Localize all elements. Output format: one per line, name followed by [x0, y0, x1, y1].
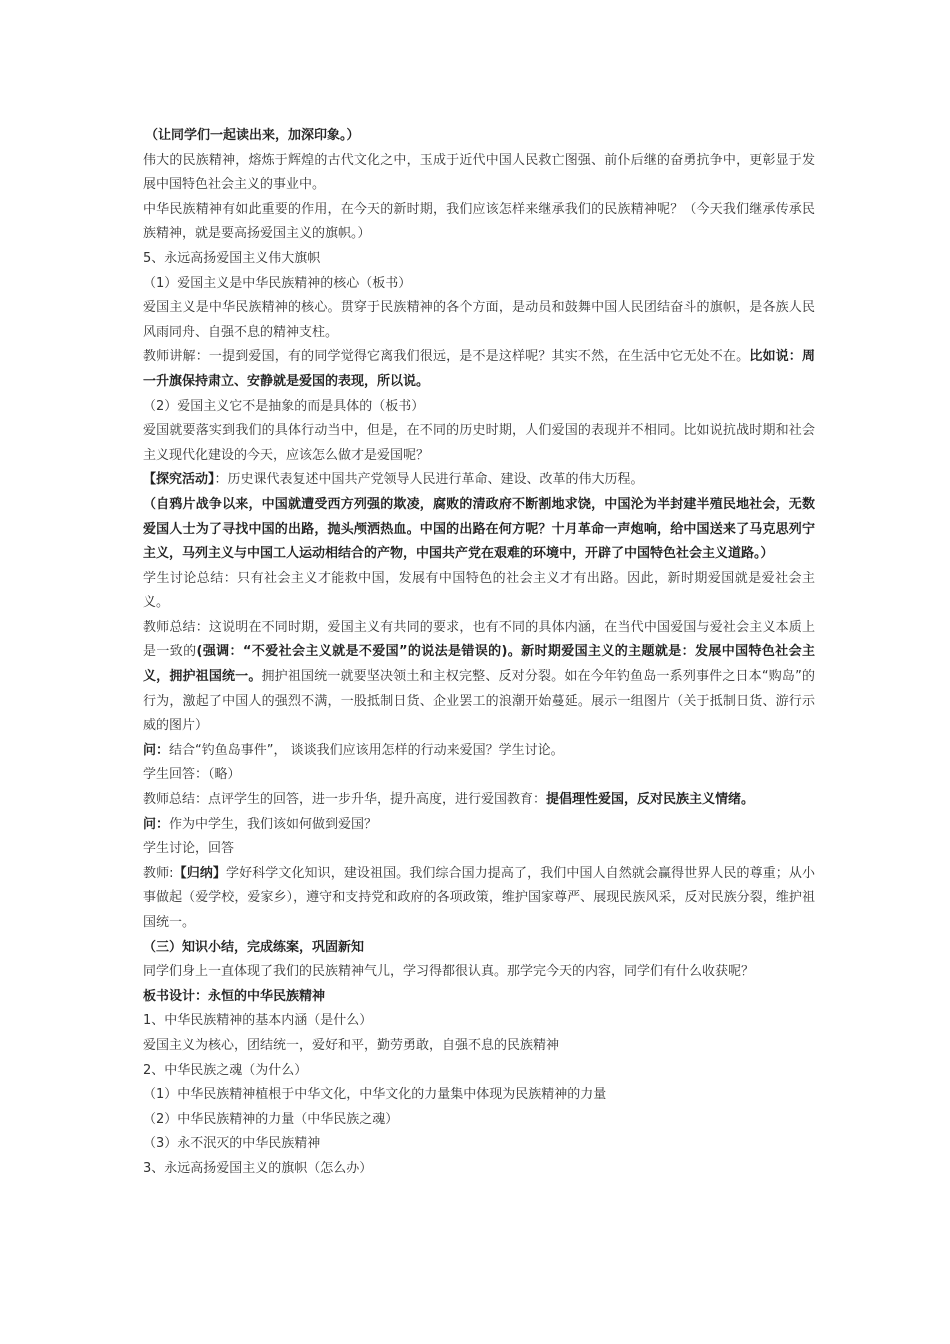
inquiry-activity-label: 【探究活动】	[143, 472, 215, 488]
paragraph-great-spirit: 伟大的民族精神，熔炼于辉煌的古代文化之中，玉成于近代中国人民救亡图强、前仆后继的奋勇抗争中，更彰显于发展中国特色社会主义的事业中。	[143, 152, 815, 193]
conclusion-label: 【归纳】	[173, 865, 227, 881]
paragraph-teacher-summary	[143, 616, 815, 739]
paragraph-harvest-question: 同学们身上一直体现了我们的民族精神气儿，学习得都很认真。那学完今天的内容，同学们有什么收获呢？	[143, 964, 755, 980]
inquiry-activity-text: ：历史课代表复述中国共产党领导人民进行革命、建设、改革的伟大历程。	[214, 472, 644, 488]
board-item-2-2: （2）中华民族精神的力量（中华民族之魂）	[143, 1111, 399, 1127]
paragraph-inquiry-activity	[143, 468, 815, 493]
section-heading-5: 5、永远高扬爱国主义伟大旗帜	[143, 250, 321, 266]
paragraph-history-summary: （自鸦片战争以来，中国就遭受西方列强的欺凌，腐败的清政府不断割地求饶，中国沦为半封建半殖民地社会，无数爱国人士为了寻找中国的出路，抛头颅洒热血。中国的出路在何方呢？十月革命一声炮响，给中国送来了马克思列宁主义，马列主义与中国工人运动相结合的产物，中国共产党在艰难的环境中，开辟了中国特色社会主义道路。）	[143, 496, 815, 562]
document-body	[143, 124, 815, 1182]
paragraph-concrete-action: 爱国就要落实到我们的具体行动当中，但是，在不同的历史时期，人们爱国的表现并不相同。比如说抗战时期和社会主义现代化建设的今天，应该怎么做才是爱国呢？	[143, 423, 815, 463]
paragraph-teacher-explain	[143, 345, 815, 394]
paragraph-question-2	[143, 813, 815, 838]
paragraph-student-discussion: 学生讨论，回答	[143, 841, 235, 857]
paragraph-patriotism-core: 爱国主义是中华民族精神的核心。贯穿于民族精神的各个方面，是动员和鼓舞中国人民团结奋斗的旗帜，是各族人民风雨同舟、自强不息的精神支柱。	[143, 300, 815, 340]
board-item-1: 1、中华民族精神的基本内涵（是什么）	[143, 1013, 373, 1029]
question-text: 结合“钓鱼岛事件”， 谈谈我们应该用怎样的行动来爱国？学生讨论。	[169, 742, 564, 758]
teacher-label: 教师:	[143, 865, 174, 881]
board-item-2-3: （3）永不泯灭的中华民族精神	[143, 1136, 321, 1152]
board-item-1-detail: 爱国主义为核心，团结统一，爱好和平，勤劳勇敢，自强不息的民族精神	[143, 1037, 560, 1053]
teacher-comment-text: 教师总结：点评学生的回答，进一步升华，提升高度，进行爱国教育：	[143, 792, 547, 808]
subheading-1: （1）爱国主义是中华民族精神的核心（板书）	[143, 275, 412, 291]
teacher-summary-diaoyu: 拥护祖国统一就要坚决领土和主权完整、反对分裂。如在今年钓鱼岛一系列事件之日本“购岛”的行为，激起了中国人的强烈不满，一股抵制日货、企业罢工的浪潮开始蔓延。展示一组图片（关于抵制日货、游行示威的图片）	[143, 669, 815, 734]
board-item-2: 2、中华民族之魂（为什么）	[143, 1062, 308, 1078]
paragraph-teacher-comment	[143, 788, 815, 813]
question-label: 问：	[143, 816, 170, 832]
conclusion-text: 学好科学文化知识，建设祖国。我们综合国力提高了，我们中国人自然就会赢得世界人民的尊重；从小事做起（爱学校，爱家乡），遵守和支持党和政府的各项政策，维护国家尊严、展现民族风采，反对民族分裂，维护祖国统一。	[143, 865, 815, 930]
teacher-explain-example: 比如说：周一升旗保持肃立、安静就是爱国的表现，所以说。	[143, 349, 815, 389]
paragraph-student-summary: 学生讨论总结：只有社会主义才能救中国，发展有中国特色的社会主义才有出路。因此，新时期爱国就是爱社会主义。	[143, 570, 815, 611]
paragraph-read-aloud: （让同学们一起读出来，加深印象。）	[145, 128, 360, 143]
teacher-summary-text: 教师总结：这说明在不同时期，爱国主义有共同的要求，也有不同的具体内涵，在当代中国爱国与爱社会主义本质上是一致的	[143, 619, 815, 660]
paragraph-student-answer: 学生回答：（略）	[143, 767, 241, 783]
teacher-explain-text: 教师讲解：一提到爱国，有的同学觉得它离我们很远，是不是这样呢？其实不然，在生活中它无处不在。	[143, 349, 750, 365]
paragraph-inherit-question: 中华民族精神有如此重要的作用，在今天的新时期，我们应该怎样来继承我们的民族精神呢？（今天我们继承传承民族精神，就是要高扬爱国主义的旗帜。）	[143, 201, 815, 242]
board-design-title: 板书设计：永恒的中华民族精神	[143, 988, 326, 1004]
board-item-3: 3、永远高扬爱国主义的旗帜（怎么办）	[143, 1160, 373, 1176]
question-label: 问：	[143, 742, 170, 758]
question-text: 作为中学生，我们该如何做到爱国？	[169, 816, 378, 832]
section-heading-3: （三）知识小结，完成练案，巩固新知	[143, 939, 365, 955]
teacher-comment-emphasis: 提倡理性爱国，反对民族主义情绪。	[546, 792, 755, 808]
paragraph-question-1	[143, 739, 815, 764]
subheading-2: （2）爱国主义它不是抽象的而是具体的（板书）	[143, 398, 425, 414]
paragraph-teacher-conclusion	[143, 862, 815, 936]
teacher-summary-emphasis: (强调：“不爱社会主义就是不爱国”的说法是错误的)。新时期爱国主义的主题就是：发展中国特色社会主义，拥护祖国统一。	[143, 644, 815, 685]
board-item-2-1: （1）中华民族精神植根于中华文化，中华文化的力量集中体现为民族精神的力量	[143, 1087, 607, 1103]
